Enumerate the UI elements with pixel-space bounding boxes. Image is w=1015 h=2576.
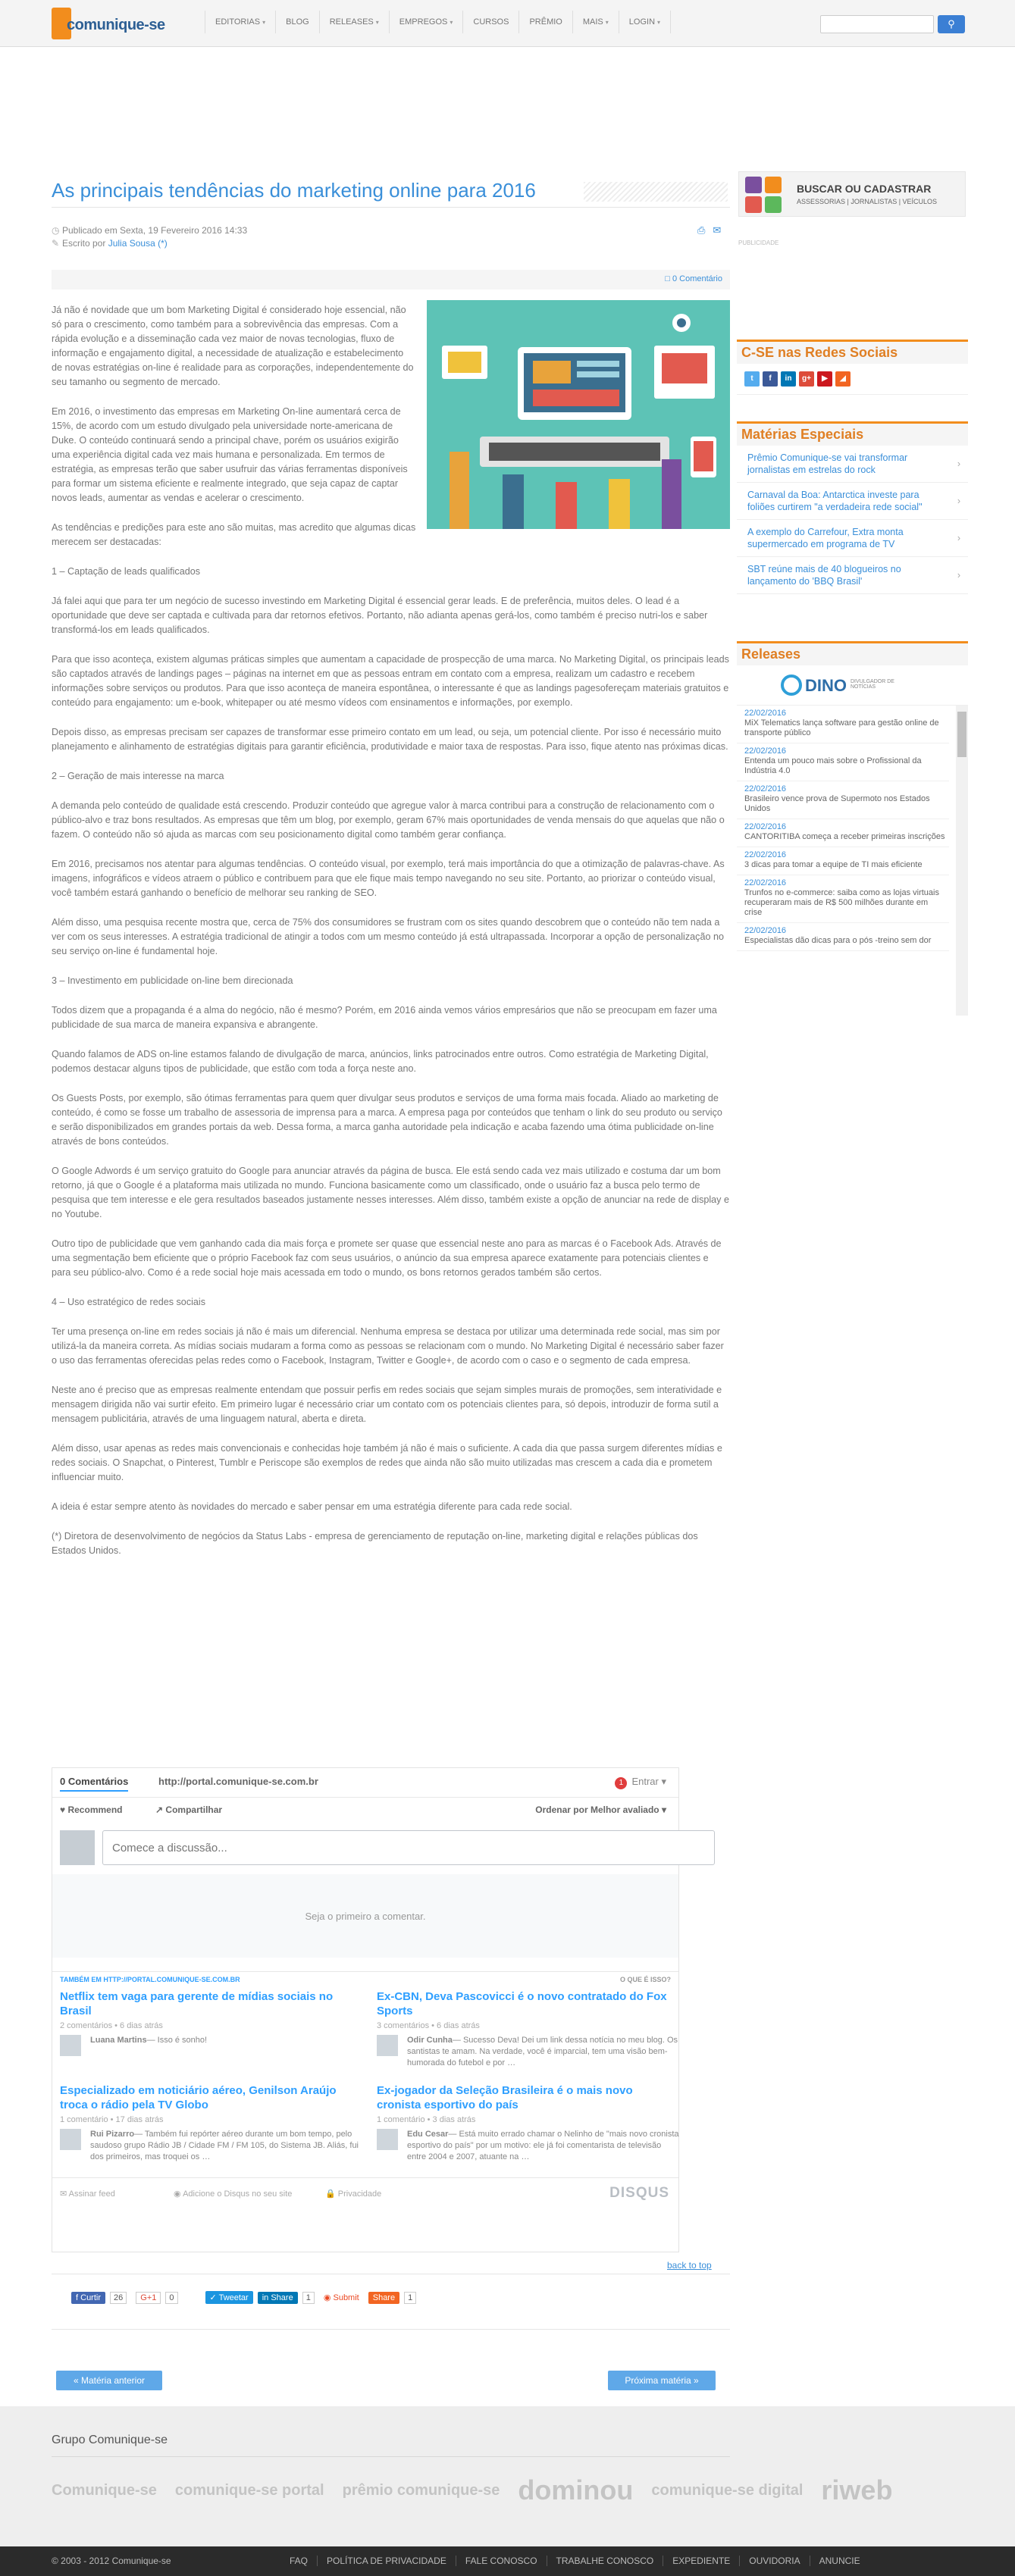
subscribe-link[interactable]: ✉ Assinar feed	[60, 2189, 115, 2199]
nav-item-1[interactable]: BLOG	[276, 11, 320, 33]
article-paragraph: Os Guests Posts, por exemplo, são ótimas ferramentas para quem quer divulgar seus produtos e serviços de uma forma mais focada. Aliado ao marketing de conteúdo, é como se fosse um trabalho de assessoria de imprensa para a marca. A empresa paga por conteúdos que tenham o link do seu produto ou serviço e serão disponibilizados em grandes portais da web. Dessa forma, a marca ganha autoridade pela indicação e acaba fazendo uma ótima publicidade on-line através de bons conteúdos.	[52, 1093, 722, 1147]
article-paragraph: 1 – Captação de leads qualificados	[52, 566, 201, 577]
comments-bar	[52, 270, 730, 290]
group-brand-logo[interactable]: comunique-se digital	[651, 2481, 804, 2499]
main-menu	[205, 11, 671, 33]
disqus-comments	[52, 1767, 679, 2252]
article-paragraph: Ter uma presença on-line em redes sociais já não é mais um diferencial. Nenhuma empresa se destaca por utilizar uma determinada rede social, mas sim por utilizá-la da maneira correta. As mídias sociais mudaram a forma como as pessoas se relacionam com o mundo. No Marketing Digital é necessário saber fazer o uso das ferramentas oferecidas pelas redes como o Facebook, Instagram, Twitter e Google+, de acordo com o caso e o segmento de cada empresa.	[52, 1326, 724, 1366]
special-article-link[interactable]: Carnaval da Boa: Antarctica investe para foliões curtirem "a verdadeira rede social" ›	[737, 483, 968, 520]
article-paragraph: 3 – Investimento em publicidade on-line bem direcionada	[52, 975, 293, 986]
search-register-box[interactable]	[738, 171, 966, 217]
share-counter-button[interactable]: Share	[368, 2292, 399, 2304]
related-title[interactable]: Ex-jogador da Seleção Brasileira é o mais novo cronista esportivo do país	[377, 2084, 633, 2111]
privacy-link[interactable]: 🔒 Privacidade	[325, 2189, 382, 2199]
chevron-down-icon: ▾	[375, 19, 379, 26]
bottom-footer	[0, 2546, 1015, 2576]
next-article-button[interactable]: Próxima matéria »	[608, 2371, 716, 2390]
comment-author[interactable]: Odir Cunha	[407, 2036, 453, 2045]
back-to-top-link[interactable]: back to top	[667, 2260, 712, 2271]
site-search-input[interactable]	[820, 15, 934, 33]
article-paragraph: Já não é novidade que um bom Marketing Digital é considerado hoje essencial, não só para o crescimento, como também para a sobrevivência das empresas. Com a rápida evolução e a disseminação cada vez maior de novas tecnologias, fluxo de informação e engajamento digital, a necessidade de atualização e estabelecimento de novas estratégias on-line é realidade para as corporações, independentemente do seu tamanho ou segmento de mercado.	[52, 305, 414, 387]
linkedin-icon[interactable]: in	[781, 371, 796, 387]
comments-count-link[interactable]: □ 0 Comentário	[665, 274, 722, 283]
stumbleupon-icon: ◉	[323, 2293, 334, 2302]
group-footer	[0, 2406, 1015, 2546]
google-plus-icon[interactable]: g+	[799, 371, 814, 387]
group-title: Grupo Comunique-se	[52, 2434, 168, 2446]
article-paragraph: Além disso, uma pesquisa recente mostra que, cerca de 75% dos consumidores se frustram com os sites quando descobrem que o conteúdo não tem nada a ver com os seus interesses. A estratégia tradicional de atingir a todos com um mesmo conteúdo já está ultrapassada. Incorporar a opção de personalização no seu serviço on-line é fundamental hoje.	[52, 917, 724, 956]
group-brand-logo[interactable]: riweb	[821, 2474, 893, 2506]
article-illustration	[427, 300, 730, 529]
chevron-down-icon: ▾	[657, 19, 661, 26]
share-counter-count: 1	[404, 2292, 416, 2304]
footer-link[interactable]: ANUNCIE	[810, 2556, 869, 2566]
chevron-right-icon: ›	[957, 533, 960, 543]
comment-author[interactable]: Luana Martins	[90, 2036, 147, 2045]
facebook-icon: f	[76, 2293, 81, 2302]
logo-text: comunique-se	[67, 17, 165, 33]
linkedin-count: 1	[302, 2292, 315, 2304]
nav-item-2[interactable]: RELEASES ▾	[320, 11, 390, 33]
group-brand-logo[interactable]: Comunique-se	[52, 2481, 157, 2499]
comment-input[interactable]	[102, 1830, 715, 1865]
copyright: © 2003 - 2012 Comunique-se	[52, 2556, 171, 2566]
twitter-icon[interactable]: t	[744, 371, 760, 387]
article-paragraph: As tendências e predições para este ano são muitas, mas acredito que algumas dicas merecem ser destacadas:	[52, 522, 416, 547]
related-title[interactable]: Ex-CBN, Deva Pascovicci é o novo contratado do Fox Sports	[377, 1990, 667, 2017]
article-paragraph: Outro tipo de publicidade que vem ganhando cada dia mais força e promete ser quase que essencial neste ano para as marcas é o Facebook Ads. Através de uma segmentação bem eficiente que o próprio Facebook faz com seus usuários, o anúncio da sua empresa aparece exatamente para potenciais clientes e para seu público-alvo. Como é a rede social hoje mais acessada em todo o mundo, os bons retornos gerados também são certos.	[52, 1238, 722, 1278]
release-date: 22/02/2016	[744, 747, 787, 756]
nav-item-5[interactable]: PRÊMIO	[519, 11, 572, 33]
group-brand-logo[interactable]: prêmio comunique-se	[342, 2481, 500, 2499]
release-title: Entenda um pouco mais sobre o Profissional da Indústria 4.0	[744, 756, 922, 775]
article-paragraph: O Google Adwords é um serviço gratuito do Google para anunciar através da página de busca. Ele está sendo cada vez mais utilizado e costuma dar um bom retorno, já que o Google é a plataforma mais utilizada no mundo. Funciona basicamente como um classificado, onde o usuário faz a busca pelo termo de pesquisa que tem interesse e ele gera resultados baseados justamente nesses interesses. Além disso, também existe a opção de anunciar na rede de display e no Youtube.	[52, 1166, 729, 1219]
tweet-button[interactable]: ✓ Tweetar	[205, 2291, 253, 2304]
special-article-link[interactable]: SBT reúne mais de 40 blogueiros no lançamento do 'BBQ Brasil' ›	[737, 557, 968, 594]
related-excerpt: Rui Pizarro— Também fui repórter aéreo durante um bom tempo, pelo saudoso grupo Rádio JB / Cidade FM / FM 105, do Sistema JB. Aliás, fui dos primeiros, mas troquei os …	[60, 2129, 363, 2163]
footer-link[interactable]: EXPEDIENTE	[663, 2556, 739, 2566]
special-articles-section	[737, 421, 968, 594]
what-is-this-link[interactable]: O QUE É ISSO?	[619, 1976, 671, 1983]
related-meta: 3 comentários • 6 dias atrás	[377, 2021, 480, 2030]
empty-comments-text: Seja o primeiro a comentar.	[305, 1911, 426, 1922]
article-paragraph: Em 2016, o investimento das empresas em Marketing On-line aumentará cerca de 15%, de acordo com um estudo divulgado pela universidade norte-americana de Duke. O conteúdo continuará sendo a principal chave, porém os usuários exigirão uma experiência digital cada vez mais humana e personalizada. Em termos de estratégia, as empresas terão que saber usufruir das várias ferramentas disponíveis para formar um sistema eficiente e realmente integrado, que seja capaz de captar novos leads, aumentar as vendas e acelerar o crescimento.	[52, 406, 408, 503]
article-paragraph: Quando falamos de ADS on-line estamos falando de divulgação de marca, anúncios, links patrocinados entre outros. Como estratégia de Marketing Digital, podemos destacar alguns tipos de publicidade, que estão com toda a força neste ano.	[52, 1049, 709, 1074]
special-article-link[interactable]: A exemplo do Carrefour, Extra monta supermercado em programa de TV ›	[737, 520, 968, 557]
release-date: 22/02/2016	[744, 926, 787, 935]
nav-item-6[interactable]: MAIS ▾	[573, 11, 619, 33]
dino-logo[interactable]: DINO DIVULGADOR DE NOTÍCIAS	[737, 665, 968, 705]
previous-article-button[interactable]: « Matéria anterior	[56, 2371, 162, 2390]
social-section-title: C-SE nas Redes Sociais	[737, 340, 968, 364]
release-title: Brasileiro vence prova de Supermoto nos Estados Unidos	[744, 794, 930, 813]
email-icon: ✉	[60, 2189, 67, 2199]
related-title[interactable]: Especializado em noticiário aéreo, Genilson Araújo troca o rádio pela TV Globo	[60, 2084, 337, 2111]
directory-icon	[745, 177, 786, 213]
article-paragraph: Depois disso, as empresas precisam ser capazes de transformar esse primeiro contato em um lead, ou seja, um potencial cliente. Por isso é necessário muito planejamento e alinhamento de estratégias digitais para garantir eficiência, produtividade e maior taxa de respostas. Para isso, fique atento nas próximas dicas.	[52, 727, 728, 752]
comment-avatar	[377, 2129, 398, 2150]
comment-icon: □	[665, 274, 672, 283]
chevron-down-icon: ▾	[450, 19, 453, 26]
nav-item-0[interactable]: EDITORIAS ▾	[205, 11, 276, 33]
footer-link[interactable]: FAQ	[290, 2556, 309, 2566]
dino-circle-icon	[781, 675, 802, 696]
written-by-label: Escrito por	[62, 238, 106, 249]
releases-list[interactable]	[737, 705, 968, 1016]
google-plus-button[interactable]: G+1	[136, 2292, 161, 2304]
site-logo[interactable]	[52, 8, 180, 39]
release-item[interactable]	[737, 743, 949, 781]
article-paragraph: Para que isso aconteça, existem algumas práticas simples que aumentam a capacidade de prospecção de uma marca. No Marketing Digital, os principais leads são captados através de landings pages – páginas na internet em que as pessoas entram em contato com a empresa, realizam um cadastro e recebem informações sobre serviços ou produtos. Para que isso aconteça de maneira espontânea, o interessante é que as landings pagesofereçam materiais gratuitos e conteúdo para engajamento: um e-book, whitepaper ou até mesmo vídeos com ensinamentos e informações, por exemplo.	[52, 654, 729, 708]
release-item[interactable]	[737, 819, 949, 847]
release-date: 22/02/2016	[744, 878, 787, 887]
print-icon[interactable]: ⎙	[697, 224, 706, 236]
comment-avatar	[60, 2035, 81, 2056]
stumbleupon-submit-button[interactable]: ◉ Submit	[323, 2293, 359, 2302]
article-title: As principais tendências do marketing online para 2016	[52, 179, 536, 202]
social-section	[737, 340, 968, 395]
special-articles-title: Matérias Especiais	[737, 421, 968, 446]
footer-link[interactable]: FALE CONOSCO	[456, 2556, 547, 2566]
related-meta: 2 comentários • 6 dias atrás	[60, 2021, 163, 2030]
group-brand-logo[interactable]: dominou	[518, 2474, 634, 2506]
nav-item-3[interactable]: EMPREGOS ▾	[390, 11, 464, 33]
facebook-like-button[interactable]: f Curtir	[71, 2292, 105, 2304]
disqus-site-link[interactable]: http://portal.comunique-se.com.br	[158, 1776, 318, 1787]
article-meta	[52, 224, 247, 250]
release-item[interactable]	[737, 875, 949, 923]
share-icon: ↗	[155, 1804, 164, 1815]
facebook-like-count: 26	[110, 2292, 127, 2304]
release-date: 22/02/2016	[744, 822, 787, 831]
share-button[interactable]: ↗ Compartilhar	[155, 1804, 223, 1815]
share-bar	[52, 2274, 730, 2330]
article-paragraph: 4 – Uso estratégico de redes sociais	[52, 1297, 206, 1307]
email-icon[interactable]: ✉	[713, 224, 722, 236]
releases-scrollbar[interactable]	[956, 706, 968, 1016]
linkedin-share-button[interactable]: in Share	[258, 2292, 298, 2304]
sort-dropdown[interactable]: Ordenar por Melhor avaliado ▾	[535, 1804, 666, 1815]
search-icon: ⚲	[948, 18, 955, 30]
footer-link[interactable]: OUVIDORIA	[739, 2556, 809, 2566]
article-paragraph: Neste ano é preciso que as empresas realmente entendam que possuir perfis em redes sociais que sejam simples murais de promoções, sem interatividade e mensagem dirigida não vai surtir efeito. Em primeiro lugar é necessário criar um contato com os potenciais clientes para, só depois, introduzir de forma sutil a mensagem publicitária, através de uma linguagem natural, aberta e direta.	[52, 1385, 722, 1424]
release-item[interactable]	[737, 781, 949, 819]
related-discussion-item[interactable]	[377, 2083, 680, 2163]
chevron-down-icon: ▾	[262, 19, 266, 26]
releases-section	[737, 641, 968, 1016]
comment-author[interactable]: Edu Cesar	[407, 2130, 449, 2139]
divider	[52, 207, 730, 208]
special-article-link[interactable]: Prêmio Comunique-se vai transformar jornalistas em estrelas do rock ›	[737, 446, 968, 483]
heart-icon: ♥	[60, 1804, 66, 1815]
twitter-icon: ✓	[209, 2293, 219, 2302]
related-discussion-item[interactable]	[377, 1989, 680, 2069]
search-button[interactable]	[938, 15, 965, 33]
release-title: CANTORITIBA começa a receber primeiras inscrições	[744, 832, 945, 841]
article-paragraph: 2 – Geração de mais interesse na marca	[52, 771, 224, 781]
article-body	[52, 303, 730, 1573]
chevron-right-icon: ›	[957, 570, 960, 581]
comment-avatar	[60, 2129, 81, 2150]
release-title: Trunfos no e-commerce: saiba como as lojas virtuais recuperaram mais de R$ 500 milhões durante em crise	[744, 888, 939, 917]
release-date: 22/02/2016	[744, 709, 787, 718]
article-paragraph: Além disso, usar apenas as redes mais convencionais e conhecidas hoje também já não é mais o suficiente. A cada dia que passa surgem diferentes mídias e redes sociais. O Snapchat, o Pinterest, Tumblr e Periscope são exemplos de redes que ainda não são muito utilizadas mas crescem a cada dia e prometem influenciar muito.	[52, 1443, 722, 1482]
notification-badge[interactable]: 1	[615, 1777, 627, 1789]
login-dropdown[interactable]: 1 Entrar ▾	[615, 1776, 666, 1789]
chevron-down-icon: ▾	[605, 19, 609, 26]
avatar	[60, 1830, 95, 1865]
group-brand-logo[interactable]: comunique-se portal	[174, 2481, 324, 2499]
ad-label: PUBLICIDADE	[738, 239, 779, 246]
title-decoration	[584, 182, 728, 202]
release-date: 22/02/2016	[744, 784, 787, 793]
publish-date: Publicado em Sexta, 19 Fevereiro 2016 14:33	[62, 225, 248, 236]
release-item[interactable]	[737, 923, 949, 951]
also-on-label: TAMBÉM EM HTTP://PORTAL.COMUNIQUE-SE.COM.BR	[60, 1976, 240, 1983]
nav-item-4[interactable]: CURSOS	[463, 11, 519, 33]
release-item[interactable]	[737, 847, 949, 875]
chevron-right-icon: ›	[957, 496, 960, 506]
add-disqus-link[interactable]: ◉ Adicione o Disqus no seu site	[174, 2189, 293, 2199]
article-paragraph: Já falei aqui que para ter um negócio de sucesso investindo em Marketing Digital é essencial gerar leads. E de preferência, muitos deles. O lead é a oportunidade que deve ser captada e cultivada para dar retornos efetivos. Portanto, não adianta apenas gerá-los, como também é preciso nutri-los e saber transformá-los em leads qualificados.	[52, 596, 708, 635]
comment-avatar	[377, 2035, 398, 2056]
article-paragraph: A demanda pelo conteúdo de qualidade está crescendo. Produzir conteúdo que agregue valor à marca contribui para a construção de relacionamento com o público-alvo e traz bons resultados. As empresas que têm um blog, por exemplo, geram 67% mais oportunidades de venda mensais do que aquelas que não o fazem. O conteúdo não só ajuda as marcas com seu posicionamento digital como também gerar confiança.	[52, 800, 725, 840]
clock-icon: ◷	[52, 225, 60, 236]
release-item[interactable]	[737, 706, 949, 743]
release-title: MiX Telematics lança software para gestão online de transporte público	[744, 718, 939, 737]
search-register-title: BUSCAR OU CADASTRAR	[797, 183, 932, 195]
article-paragraph: A ideia é estar sempre atento às novidades do mercado e saber pensar em uma estratégia diferente para cada rede social.	[52, 1501, 572, 1512]
release-date: 22/02/2016	[744, 850, 787, 859]
comment-author[interactable]: Rui Pizarro	[90, 2130, 135, 2139]
chevron-right-icon: ›	[957, 459, 960, 469]
related-excerpt: Edu Cesar— Está muito errado chamar o Nelinho de "mais novo cronista esportivo do país" por um motivo: ele já foi comentarista de televisão entre 2004 e 2007, atuante na …	[377, 2129, 680, 2163]
rss-icon[interactable]: ◢	[835, 371, 851, 387]
related-excerpt: Luana Martins— Isso é sonho!	[60, 2035, 363, 2046]
lock-icon: 🔒	[325, 2189, 336, 2199]
youtube-icon[interactable]: ▶	[817, 371, 832, 387]
article-paragraph: (*) Diretora de desenvolvimento de negócios da Status Labs - empresa de gerenciamento de reputação on-line, marketing digital e relações públicas dos Estados Unidos.	[52, 1531, 698, 1556]
related-excerpt: Odir Cunha— Sucesso Deva! Dei um link dessa notícia no meu blog. Os santistas te amam. Na verdade, você é imparcial, tem uma visão bem-humorada do futebol e por …	[377, 2035, 680, 2069]
disqus-logo[interactable]: DISQUS	[609, 2185, 669, 2201]
related-discussion-item[interactable]	[60, 1989, 363, 2046]
article-tools	[697, 224, 721, 236]
article-paragraph: Em 2016, precisamos nos atentar para algumas tendências. O conteúdo visual, por exemplo, terá mais importância do que a otimização de palavras-chave. As imagens, infográficos e vídeos atraem o público e contribuem para que ele fique mais tempo navegando no seu site. Portanto, ao priorizar o conteúdo visual, você também estará ganhando o benefício de melhorar seu ranking de SEO.	[52, 859, 725, 898]
release-title: Especialistas dão dicas para o pós -treino sem dor	[744, 936, 932, 945]
comment-count-tab[interactable]: 0 Comentários	[60, 1776, 128, 1792]
recommend-button[interactable]: ♥ Recommend	[60, 1804, 123, 1815]
author-link[interactable]: Julia Sousa (*)	[108, 238, 168, 249]
google-plus-count: 0	[165, 2292, 177, 2304]
disqus-d-icon: ◉	[174, 2189, 181, 2199]
related-title[interactable]: Netflix tem vaga para gerente de mídias sociais no Brasil	[60, 1990, 334, 2017]
related-discussion-item[interactable]	[60, 2083, 363, 2163]
footer-link[interactable]: TRABALHE CONOSCO	[547, 2556, 663, 2566]
linkedin-icon: in	[262, 2293, 271, 2302]
footer-link[interactable]: POLÍTICA DE PRIVACIDADE	[317, 2556, 456, 2566]
related-meta: 1 comentário • 17 dias atrás	[60, 2115, 164, 2124]
pencil-icon: ✎	[52, 238, 60, 249]
nav-item-7[interactable]: LOGIN ▾	[619, 11, 671, 33]
article-paragraph: Todos dizem que a propaganda é a alma do negócio, não é mesmo? Porém, em 2016 ainda vemos vários empresários que não se preocupam em fazer uma publicidade de sua marca de maneira expansiva e abrangente.	[52, 1005, 717, 1030]
facebook-icon[interactable]: f	[763, 371, 778, 387]
search-register-subtitle: ASSESSORIAS | JORNALISTAS | VEÍCULOS	[797, 198, 938, 205]
release-title: 3 dicas para tomar a equipe de TI mais eficiente	[744, 860, 923, 869]
related-meta: 1 comentário • 3 dias atrás	[377, 2115, 476, 2124]
top-navigation-bar	[0, 0, 1015, 47]
releases-title: Releases	[737, 641, 968, 665]
